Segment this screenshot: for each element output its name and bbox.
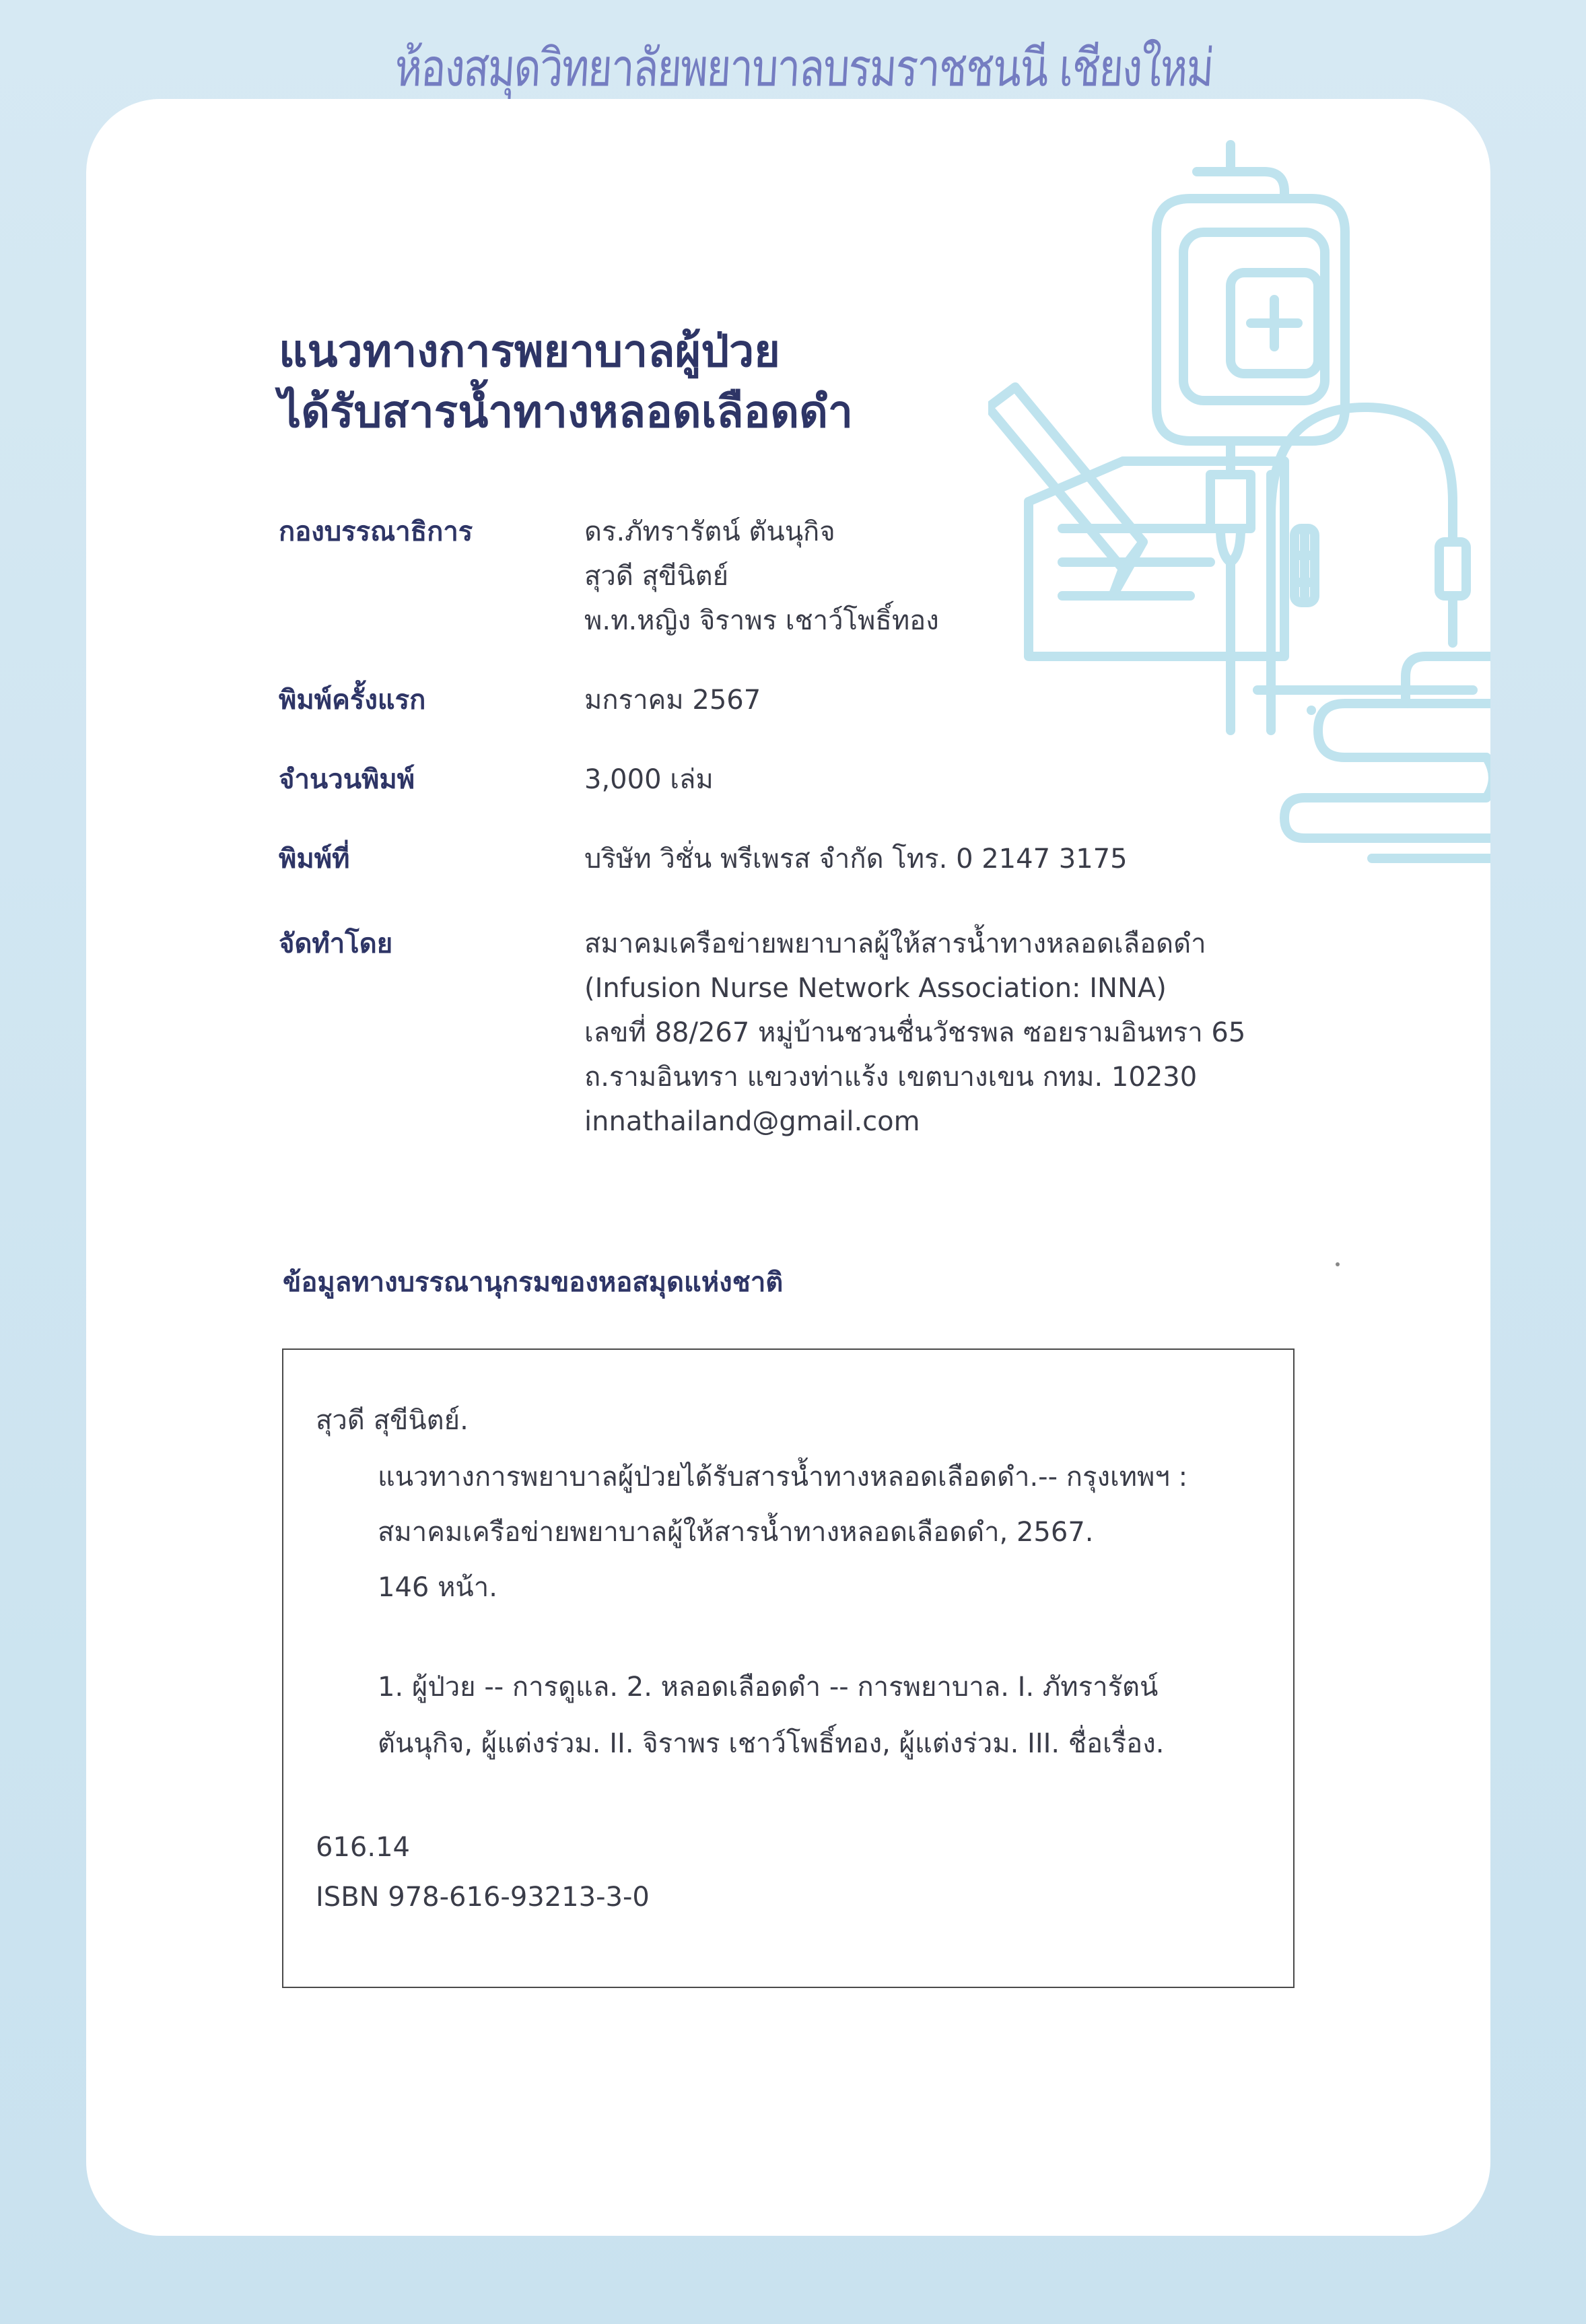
first-print-value [584,678,761,722]
editors-label: กองบรรณาธิการ [279,516,473,547]
paper-speck [1336,1262,1340,1266]
catalog-publisher: สมาคมเครือข่ายพยาบาลผู้ให้สารน้ำทางหลอดเลือดดำ, 2567. [378,1517,1094,1548]
catalog-classification: 616.14 [316,1832,410,1863]
catalog-isbn: ISBN 978-616-93213-3-0 [316,1882,650,1913]
first-print-label: พิมพ์ครั้งแรก [279,685,426,716]
copies-value [584,757,714,802]
title-line-2: ได้รับสารน้ำทางหลอดเลือดดำ [279,386,854,438]
printer-name: บริษัท วิชั่น พรีเพรส จำกัด โทร. 0 2147 3175 [584,844,1128,875]
editor-name: ดร.ภัทรารัตน์ ตันนุกิจ [584,516,835,547]
producer-name: สมาคมเครือข่ายพยาบาลผู้ให้สารน้ำทางหลอดเลือดดำ [584,928,1206,959]
document-title [279,321,1154,442]
catalog-author: สุวดี สุขีนิตย์. [316,1405,469,1436]
producer-address: ถ.รามอินทรา แขวงท่าแร้ง เขตบางเขน กทม. 10230 [584,1062,1198,1093]
iv-drip-hand-clipboard-icon [988,125,1490,872]
catalog-subjects: ตันนุกิจ, ผู้แต่งร่วม. II. จิราพร เชาว์โพธิ์ทอง, ผู้แต่งร่วม. III. ชื่อเรื่อง. [378,1728,1165,1759]
printer-value [584,837,1128,881]
title-line-1: แนวทางการพยาบาลผู้ป่วย [279,325,780,377]
editor-name: พ.ท.หญิง จิราพร เชาว์โพธิ์ทอง [584,605,939,636]
catalog-record-box [282,1348,1295,1988]
producer-email: innathailand@gmail.com [584,1106,920,1137]
copies-count: 3,000 เล่ม [584,764,714,795]
catalog-pages: 146 หน้า. [378,1572,497,1603]
producer-details [584,922,1245,1144]
catalog-title: แนวทางการพยาบาลผู้ป่วยได้รับสารน้ำทางหลอดเลือดดำ.-- กรุงเทพฯ : [378,1462,1188,1493]
producer-address: เลขที่ 88/267 หมู่บ้านชวนชื่นวัชรพล ซอยรามอินทรา 65 [584,1017,1246,1048]
library-stamp: ห้องสมุดวิทยาลัยพยาบาลบรมราชชนนี เชียงใหม่ [393,37,1215,99]
editors-list [584,510,939,643]
printer-label: พิมพ์ที่ [279,844,350,875]
producer-label: จัดทำโดย [279,928,393,959]
editor-name: สุวดี สุขีนิตย์ [584,561,729,592]
catalog-heading: ข้อมูลทางบรรณานุกรมของหอสมุดแห่งชาติ [283,1267,784,1298]
copies-label: จำนวนพิมพ์ [279,764,415,795]
catalog-subjects: 1. ผู้ป่วย -- การดูแล. 2. หลอดเลือดดำ -- การพยาบาล. I. ภัทรารัตน์ [378,1672,1159,1703]
producer-english-name: (Infusion Nurse Network Association: INNA) [584,973,1167,1004]
first-print-date: มกราคม 2567 [584,685,761,716]
page-card [86,99,1490,2236]
